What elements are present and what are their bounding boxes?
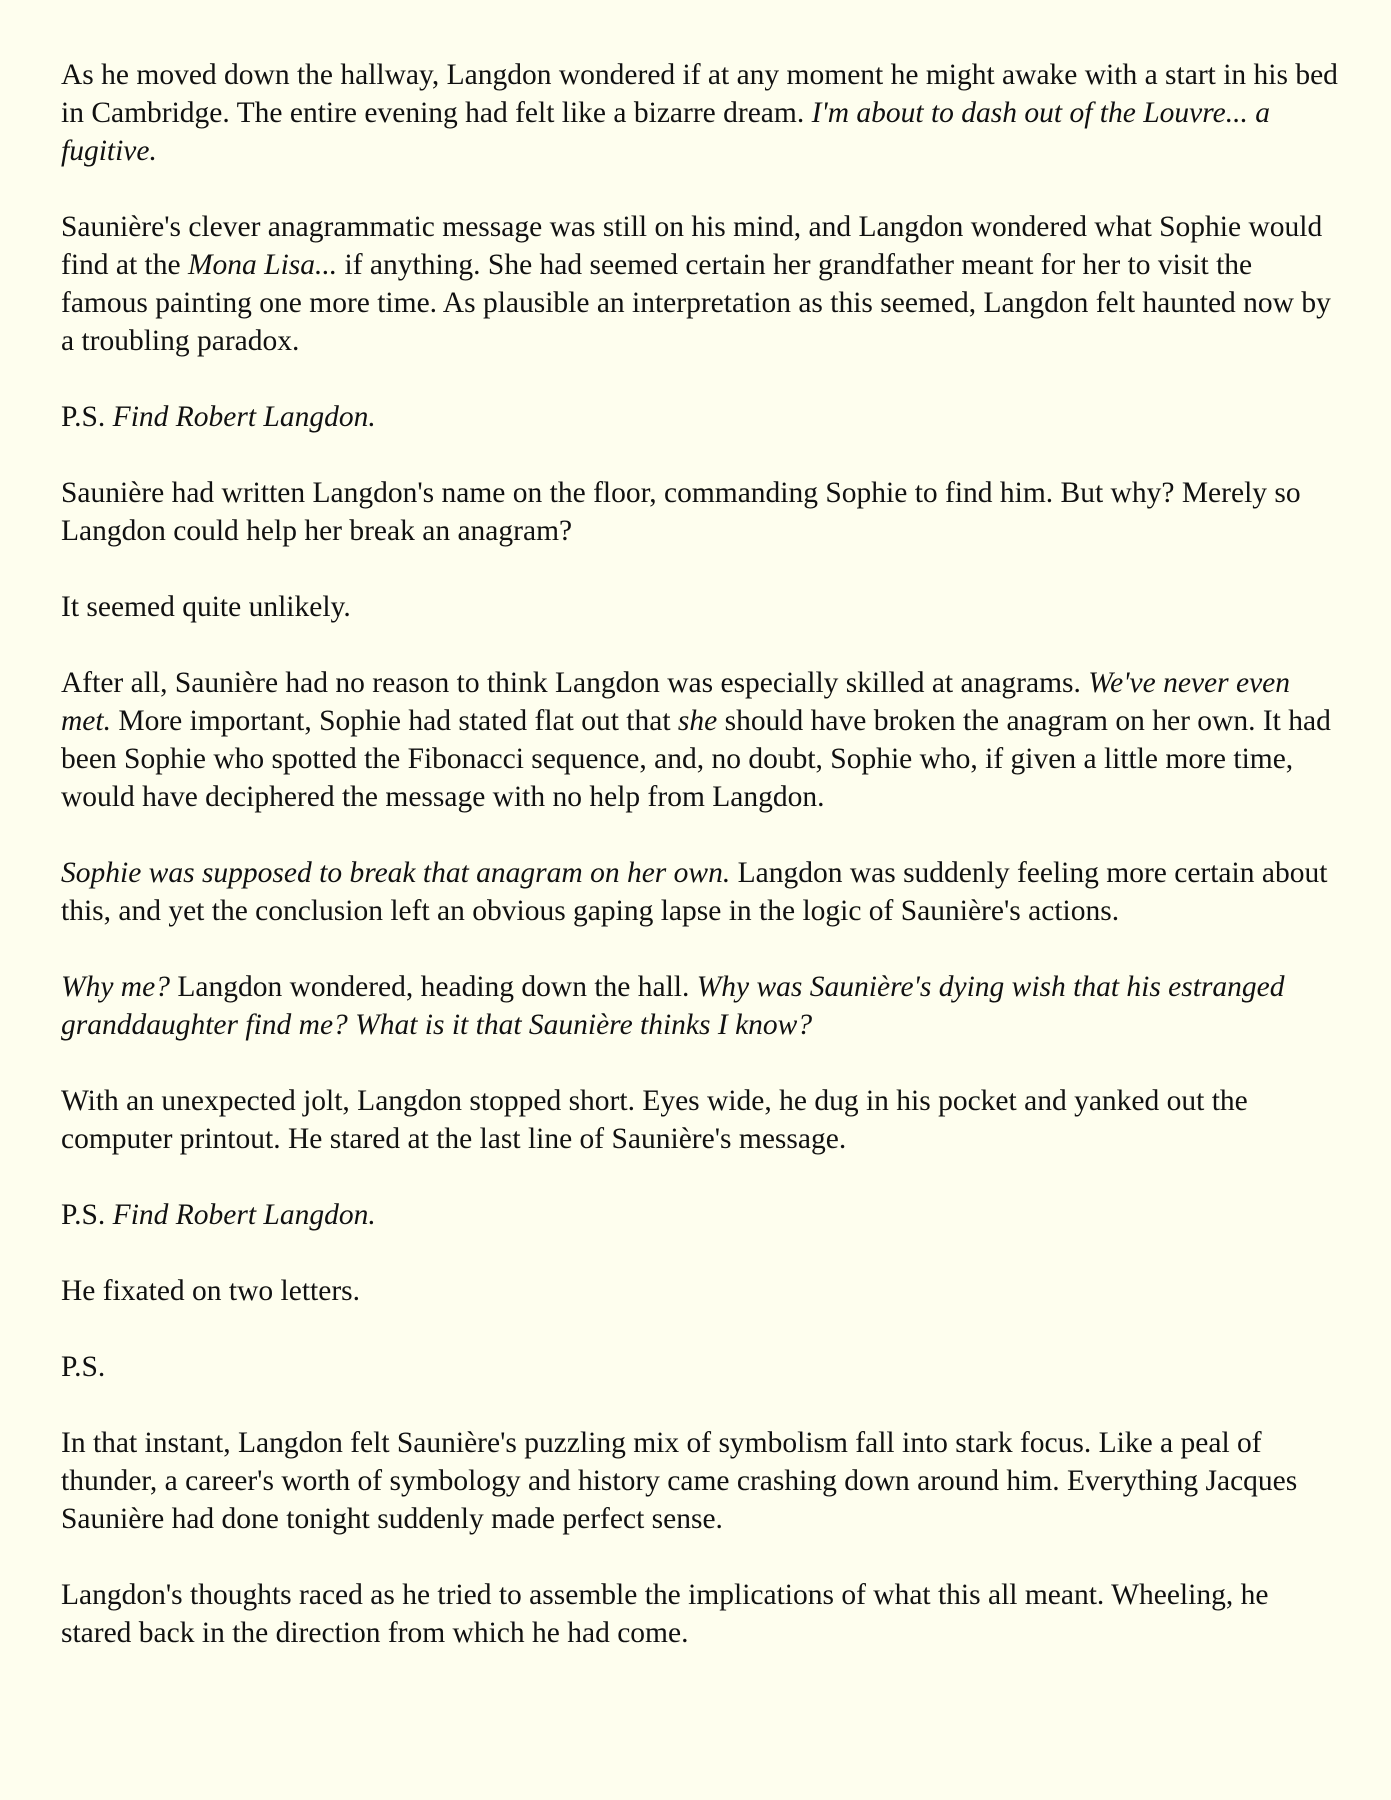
paragraph — [61, 208, 1339, 360]
text-run: Langdon wondered, heading down the hall. — [169, 971, 697, 1003]
paragraph — [61, 1272, 1339, 1310]
italic-run: Mona Lisa... — [187, 249, 338, 281]
text-run: Saunière had written Langdon's name on the floor, commanding Sophie to find him. But why? Merely so Langdon could help her break an anagram? — [61, 477, 1301, 547]
text-run: Langdon's thoughts raced as he tried to assemble the implications of what this all meant. Wheeling, he stared back in the direction from which he had come. — [61, 1579, 1269, 1649]
paragraph — [61, 56, 1339, 170]
paragraph — [61, 1424, 1339, 1538]
italic-run: I'm about to dash out of the Louvre... a fugitive. — [61, 97, 1270, 167]
text-run: if anything. She had seemed certain her grandfather meant for her to visit the famous painting one more time. As plausible an interpretation as this seemed, Langdon felt haunted now by a troubling paradox. — [61, 249, 1331, 357]
paragraph — [61, 474, 1339, 550]
italic-run: Find Robert Langdon. — [112, 1199, 376, 1231]
paragraph — [61, 588, 1339, 626]
paragraph — [61, 1196, 1339, 1234]
text-run: More important, Sophie had stated flat out that — [110, 705, 678, 737]
text-run: should have broken the anagram on her own. It had been Sophie who spotted the Fibonacci sequence, and, no doubt, Sophie who, if given a little more time, would have deciphered the message with no help from Langdon. — [61, 705, 1331, 813]
text-run: He fixated on two letters. — [61, 1275, 361, 1307]
text-run: P.S. — [61, 1199, 113, 1231]
paragraph — [61, 664, 1339, 816]
italic-run: Sophie was supposed to break that anagram on her own. — [61, 857, 731, 889]
paragraph — [61, 1576, 1339, 1652]
text-run: In that instant, Langdon felt Saunière's puzzling mix of symbolism fall into stark focus. Like a peal of thunder, a career's worth of symbology and history came crashing down around him. Everything Jacques Saunière had done tonight suddenly made perfect sense. — [61, 1427, 1298, 1535]
paragraph — [61, 968, 1339, 1044]
text-run: Saunière's clever anagrammatic message was still on his mind, and Langdon wondered what Sophie would find at the — [61, 211, 1323, 281]
text-run: Langdon was suddenly feeling more certain about this, and yet the conclusion left an obvious gaping lapse in the logic of Saunière's actions. — [61, 857, 1328, 927]
italic-run: she — [677, 705, 718, 737]
paragraph — [61, 854, 1339, 930]
italic-run: We've never even met. — [61, 667, 1291, 737]
paragraph — [61, 1348, 1339, 1386]
italic-run: Why was Saunière's dying wish that his estranged granddaughter find me? What is it that Saunière thinks I know? — [61, 971, 1285, 1041]
text-run: As he moved down the hallway, Langdon wondered if at any moment he might awake with a start in his bed in Cambridge. The entire evening had felt like a bizarre dream. — [61, 59, 1338, 129]
italic-run: Why me? — [61, 971, 170, 1003]
text-run: With an unexpected jolt, Langdon stopped short. Eyes wide, he dug in his pocket and yanked out the computer printout. He stared at the last line of Saunière's message. — [61, 1085, 1248, 1155]
paragraph — [61, 1082, 1339, 1158]
text-run: P.S. — [61, 1351, 106, 1383]
text-run: P.S. — [61, 401, 113, 433]
text-run: After all, Saunière had no reason to think Langdon was especially skilled at anagrams. — [61, 667, 1089, 699]
text-run: It seemed quite unlikely. — [61, 591, 351, 623]
paragraph — [61, 398, 1339, 436]
italic-run: Find Robert Langdon. — [112, 401, 376, 433]
